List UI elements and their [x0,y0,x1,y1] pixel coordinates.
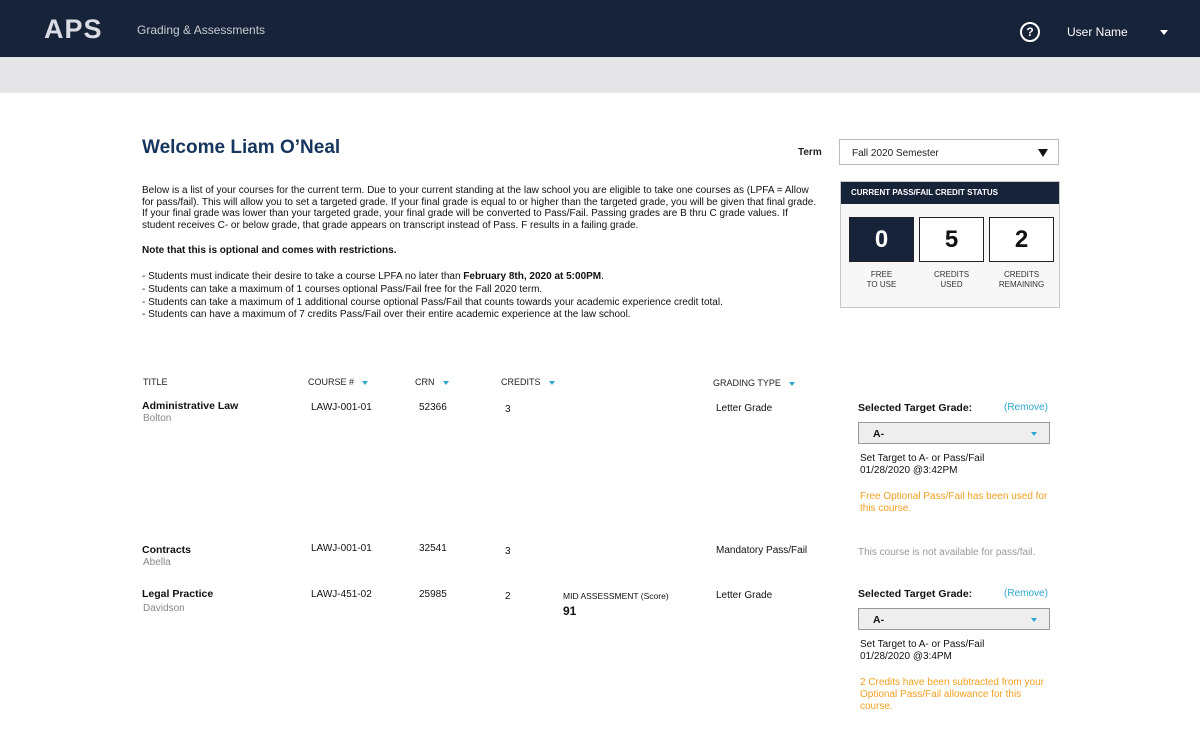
course-crn: 25985 [419,589,447,600]
rule-deadline: February 8th, 2020 at 5:00PM [463,270,602,282]
remove-target-link[interactable]: (Remove) [1004,588,1048,599]
free-to-use-label: FREE TO USE [866,270,897,289]
target-grade-label: Selected Target Grade: [858,588,973,600]
course-title: Legal Practice [142,588,214,600]
sort-caret-icon[interactable] [549,381,555,385]
target-set-info: Set Target to A- or Pass/Fail 01/28/2020 @3:42PM [860,453,985,476]
column-header-title: TITLE [143,377,168,387]
target-grade-value: A- [873,614,885,626]
target-status-message: Free Optional Pass/Fail has been used for this course. [860,491,1048,514]
course-number: LAWJ-001-01 [311,402,372,413]
rule-item: - Students must indicate their desire to take a course LPFA no later than February 8th, 2020 at 5:00PM. [142,270,604,282]
target-grade-label: Selected Target Grade: [858,402,973,414]
credit-status-panel [840,181,1060,308]
page-title: Welcome Liam O’Neal [142,137,341,158]
mid-assessment-label: MID ASSESSMENT (Score) [563,591,669,601]
term-select-value: Fall 2020 Semester [852,148,939,159]
grading-type: Mandatory Pass/Fail [716,545,808,556]
sort-caret-icon[interactable] [443,381,449,385]
rule-item: - Students can take a maximum of 1 courses optional Pass/Fail free for the Fall 2020 term. [142,283,543,295]
user-menu-caret-icon[interactable] [1160,30,1168,35]
top-nav-bar [0,0,1200,57]
course-crn: 32541 [419,543,447,554]
course-professor: Davidson [143,603,185,614]
not-available-message: This course is not available for pass/fail. [858,547,1036,558]
intro-text [142,185,822,322]
course-title: Administrative Law [142,400,239,412]
rules-list [142,271,822,322]
chevron-down-icon [1031,618,1037,622]
chevron-down-icon [1031,432,1037,436]
app-title: Grading & Assessments [137,23,266,37]
course-number: LAWJ-451-02 [311,589,372,600]
help-icon[interactable]: ? [1020,22,1040,42]
term-select[interactable] [839,139,1059,165]
credits-remaining-count: 2 [989,217,1054,262]
free-to-use-count: 0 [849,217,914,262]
grading-type: Letter Grade [716,403,773,414]
sort-caret-icon[interactable] [362,381,368,385]
course-number: LAWJ-001-01 [311,543,372,554]
course-credits: 3 [505,546,511,557]
target-status-message: 2 Credits have been subtracted from your Optional Pass/Fail allowance for this course. [860,677,1044,712]
credits-used-label: CREDITS USED [933,270,970,289]
sort-caret-icon[interactable] [789,382,795,386]
course-title: Contracts [142,544,192,556]
column-header-course[interactable]: COURSE # [308,377,368,387]
column-header-credits[interactable]: CREDITS [501,377,555,387]
target-grade-select[interactable] [858,422,1050,444]
course-crn: 52366 [419,402,447,413]
sub-header-bar [0,57,1200,93]
remove-target-link[interactable]: (Remove) [1004,402,1048,413]
credit-status-title: CURRENT PASS/FAIL CREDIT STATUS [841,182,1059,204]
target-grade-value: A- [873,428,885,440]
target-grade-select[interactable] [858,608,1050,630]
course-credits: 3 [505,404,511,415]
credits-used-count: 5 [919,217,984,262]
rule-item: - Students can have a maximum of 7 credits Pass/Fail over their entire academic experience at the law school. [142,309,631,321]
column-header-grading-type[interactable]: GRADING TYPE [713,378,795,388]
intro-paragraph: Below is a list of your courses for the current term. Due to your current standing at the law school you are eligible to take one courses as (LPFA = Allow for pass/fail). This will allow you to set a targeted grade. If your final grade is equal to or higher than the targeted grade, you will be given that final grade. If your final grade was lower than your targeted grade, your final grade will be converted to Pass/Fail. Passing grades are B thru C grade values. If student receives C- or below grade, that grade appears on transcript instead of Pass. F results in a failing grade. [142,185,817,231]
target-set-info: Set Target to A- or Pass/Fail 01/28/2020 @3:4PM [860,639,985,662]
chevron-down-icon [1038,149,1048,157]
term-label: Term [798,147,822,158]
grading-type: Letter Grade [716,590,773,601]
user-menu-name[interactable]: User Name [1067,25,1128,39]
course-credits: 2 [505,591,511,602]
course-professor: Abella [143,557,171,568]
mid-assessment-score: 91 [563,604,577,618]
column-header-crn[interactable]: CRN [415,377,449,387]
rule-item: - Students can take a maximum of 1 additional course optional Pass/Fail that counts towards your academic experience credit total. [142,296,723,308]
course-professor: Bolton [143,413,172,424]
intro-note: Note that this is optional and comes with restrictions. [142,245,397,257]
aps-logo[interactable]: APS [44,14,103,44]
credits-remaining-label: CREDITS REMAINING [998,270,1045,289]
